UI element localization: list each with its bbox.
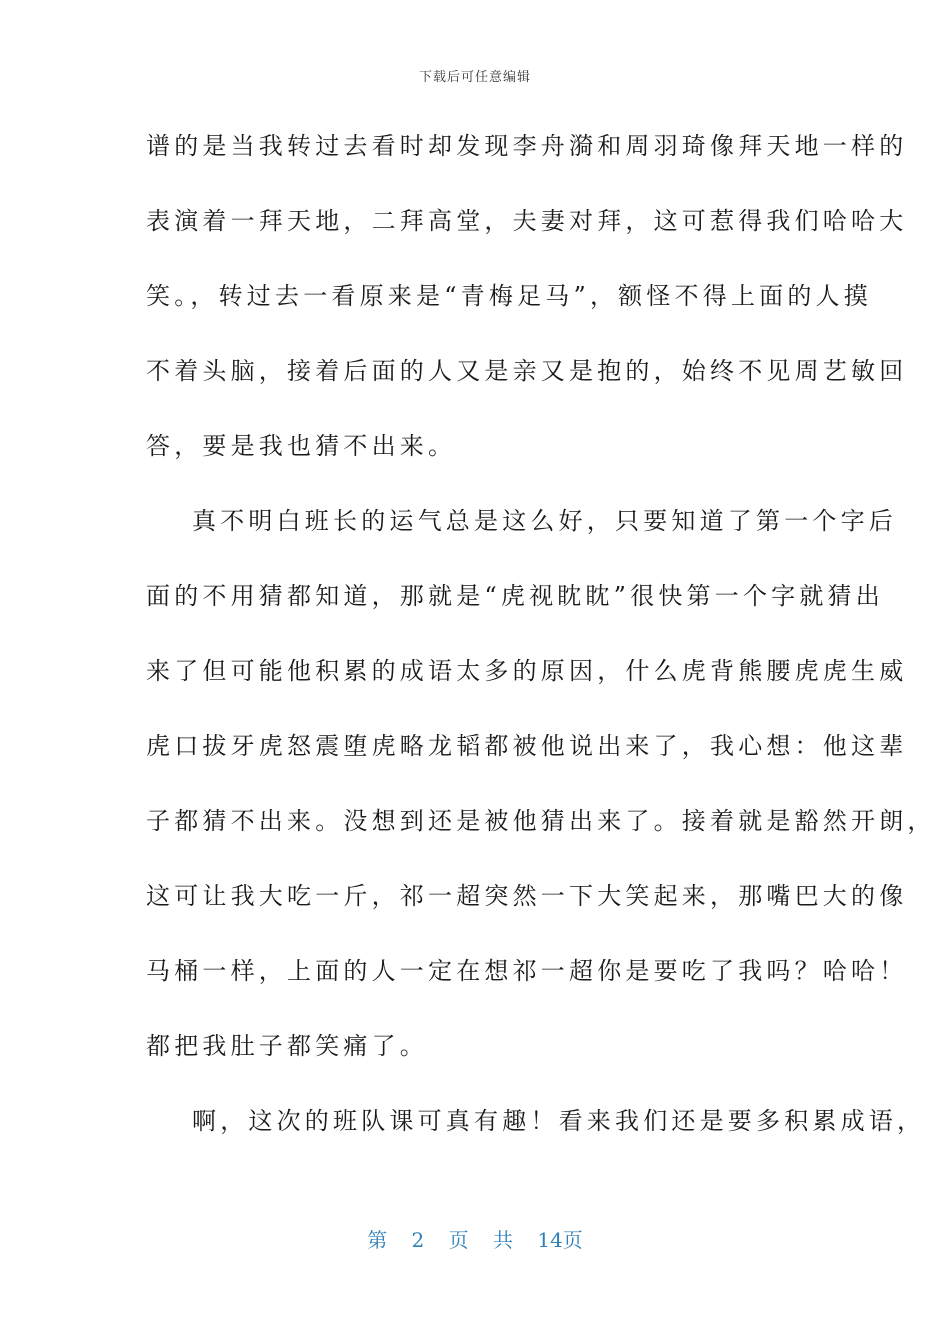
footer-label-di: 第 xyxy=(367,1228,388,1252)
text-line: 子都猜不出来。没想到还是被他猜出来了。接着就是豁然开朗， xyxy=(146,807,936,835)
page-number-footer xyxy=(0,1224,950,1253)
text-line: 虎口拔牙虎怒震堕虎略龙韬都被他说出来了，我心想：他这辈 xyxy=(146,732,908,760)
text-line: 答，要是我也猜不出来。 xyxy=(146,432,457,460)
text-line: 这可让我大吃一斤，祁一超突然一下大笑起来，那嘴巴大的像 xyxy=(146,882,908,910)
footer-label-gong: 共 xyxy=(493,1228,513,1252)
footer-total-pages: 14页 xyxy=(537,1228,583,1252)
text-line: 面的不用猜都知道，那就是“虎视眈眈”很快第一个字就猜出 xyxy=(146,582,884,610)
footer-label-ye: 页 xyxy=(448,1228,469,1252)
paragraph-first-line: 真不明白班长的运气总是这么好，只要知道了第一个字后 xyxy=(192,507,897,535)
text-line: 谱的是当我转过去看时却发现李舟漪和周羽琦像拜天地一样的 xyxy=(146,132,908,160)
text-line: 都把我肚子都笑痛了。 xyxy=(146,1032,428,1060)
text-line: 笑。，转过去一看原来是“青梅足马”，额怪不得上面的人摸 xyxy=(146,282,872,310)
text-line: 不着头脑，接着后面的人又是亲又是抱的，始终不见周艺敏回 xyxy=(146,357,908,385)
text-line: 来了但可能他积累的成语太多的原因，什么虎背熊腰虎虎生威 xyxy=(146,657,908,685)
page-header: 下载后可任意编辑 xyxy=(418,70,531,85)
paragraph-first-line: 啊，这次的班队课可真有趣！看来我们还是要多积累成语， xyxy=(192,1107,926,1135)
document-body xyxy=(146,118,936,1168)
text-line: 表演着一拜天地，二拜高堂，夫妻对拜，这可惹得我们哈哈大 xyxy=(146,207,908,235)
text-line: 马桶一样，上面的人一定在想祁一超你是要吃了我吗？哈哈！ xyxy=(146,957,908,985)
footer-current-page: 2 xyxy=(411,1228,425,1252)
